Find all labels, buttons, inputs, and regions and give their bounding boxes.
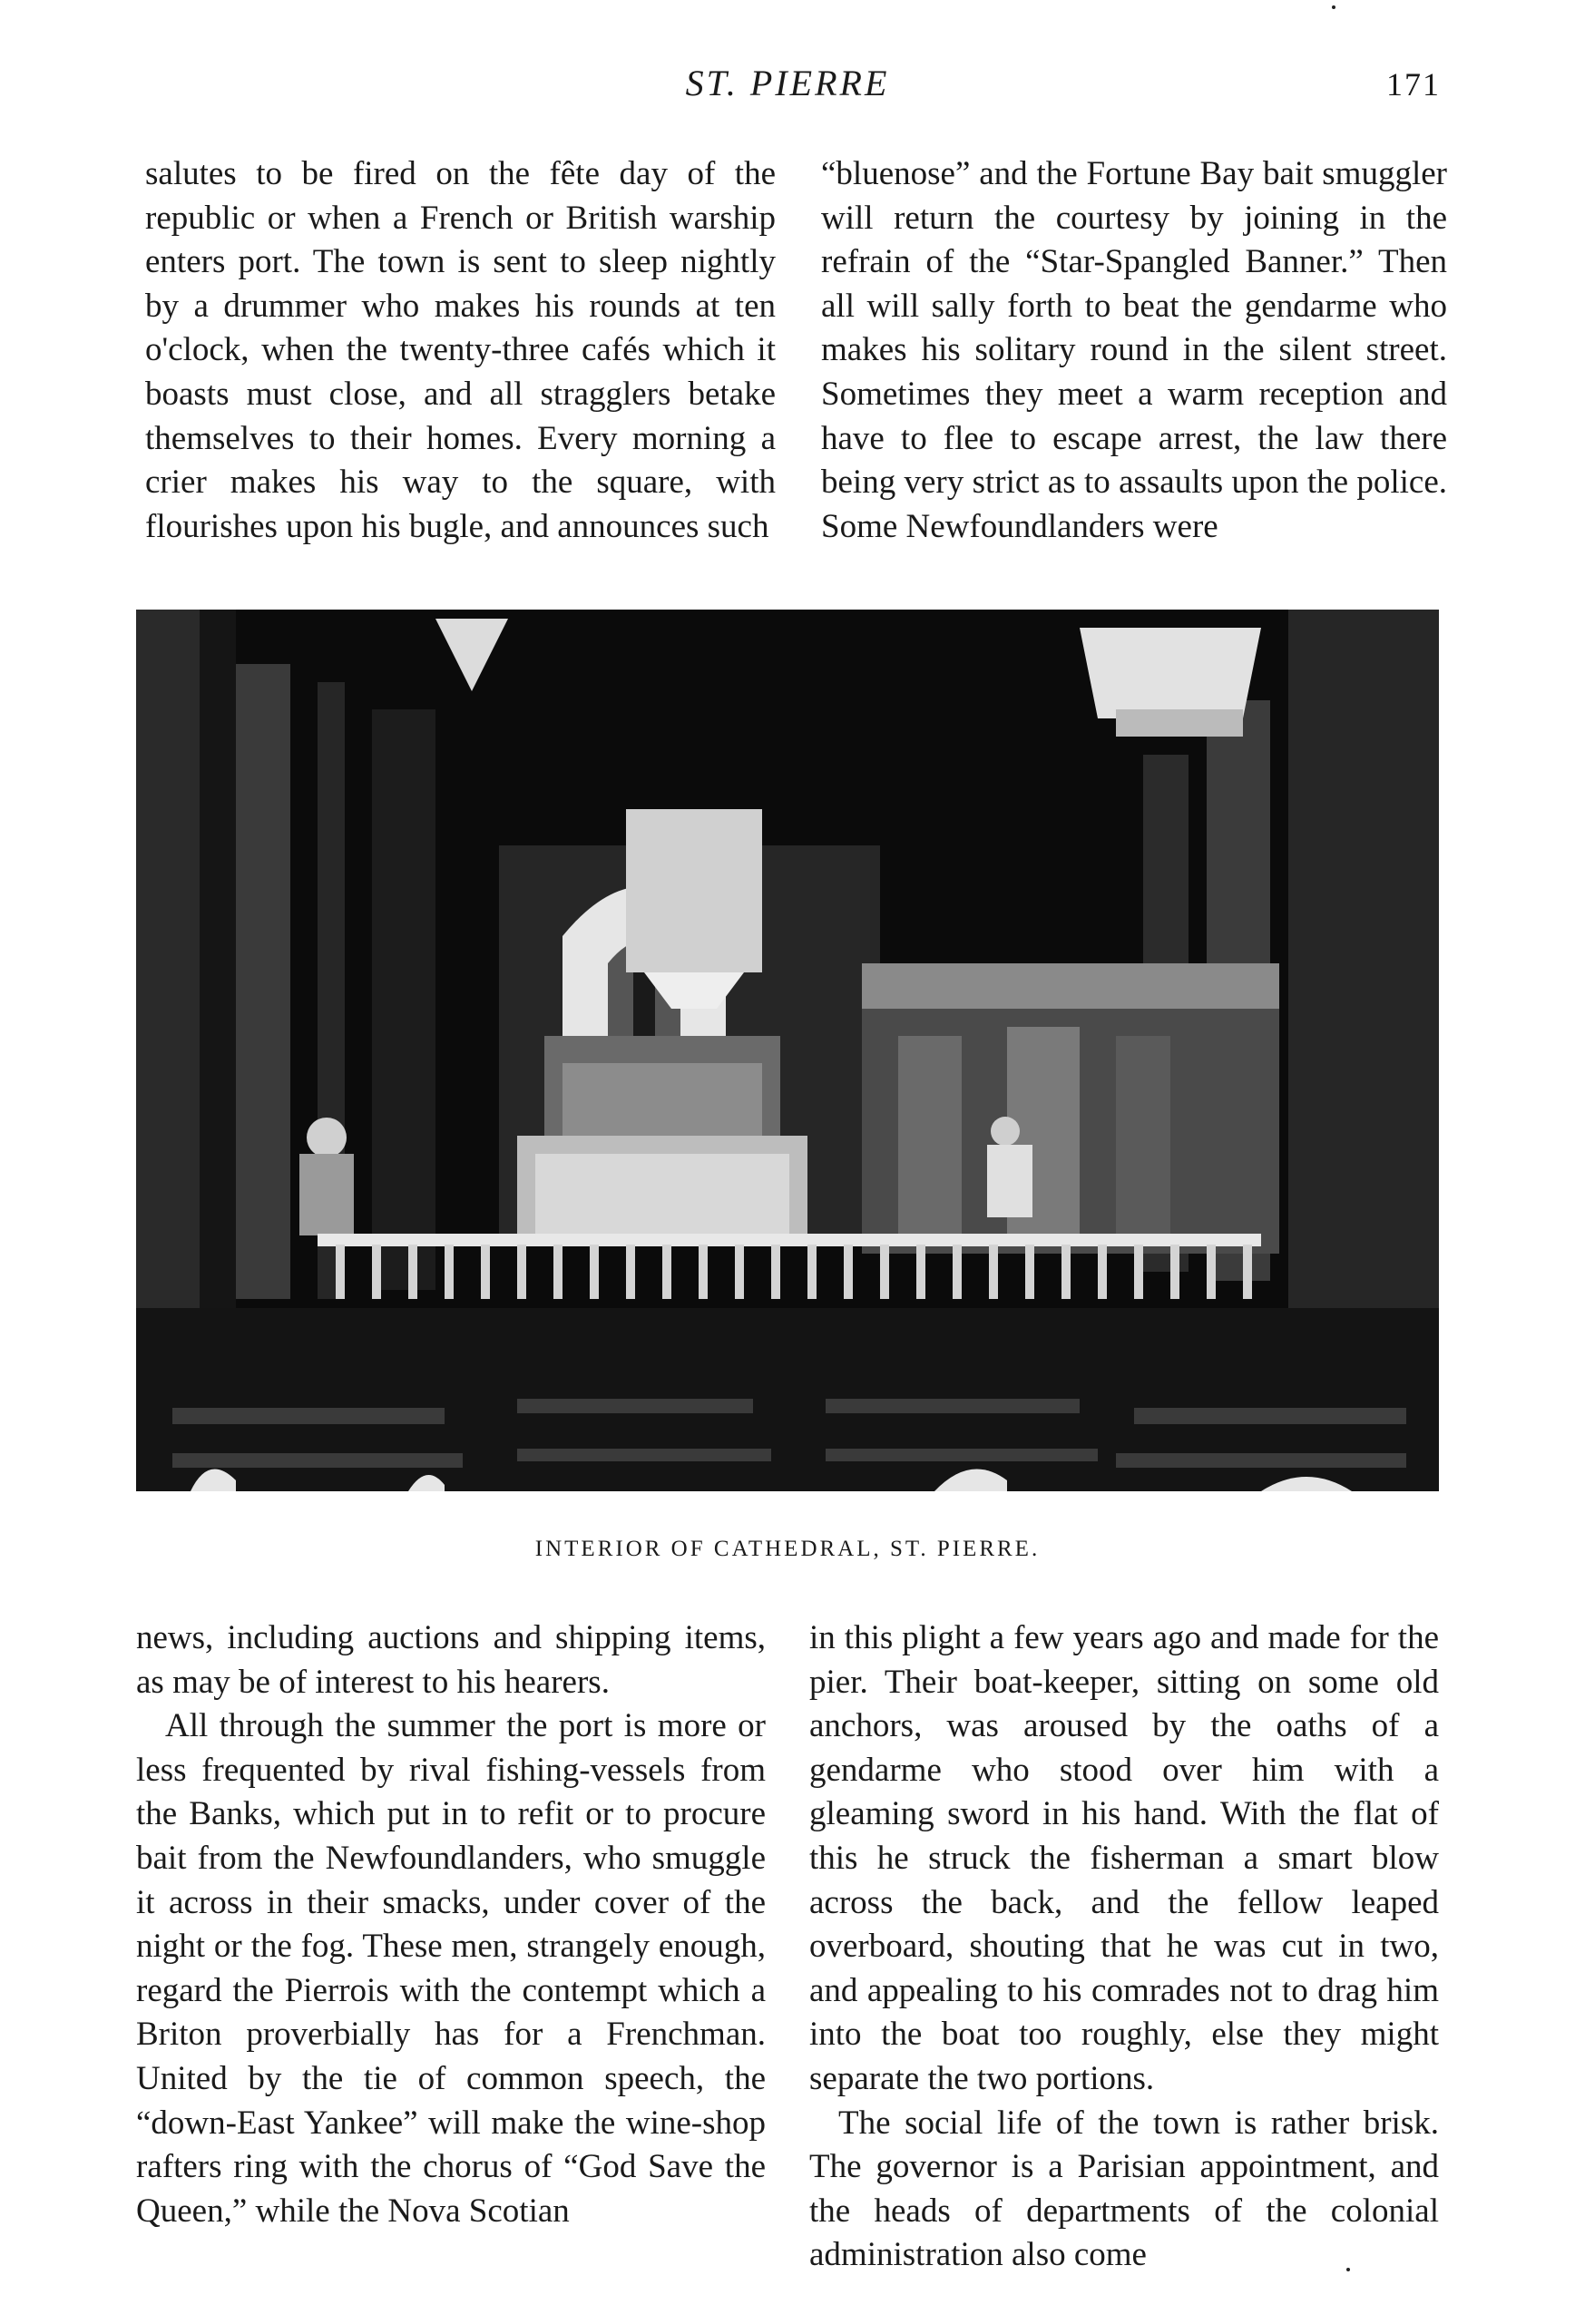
running-title: ST. PIERRE bbox=[685, 63, 890, 103]
scan-speck bbox=[1332, 5, 1335, 9]
top-right-column bbox=[821, 152, 1447, 549]
paragraph: All through the summer the port is more or less frequented by rival fishing-vessels from the Banks, which put in to refit or to procure bait from the Newfoundlanders, who smuggle it across in their smacks, under cover of the night or the fog. These men, strangely enough, regard the Pierrois with the contempt which a Briton proverbially has for a Frenchman. United by the tie of common speech, the “down-East Yankee” will make the wine-shop rafters ring with the chorus of “God Save the Queen,” while the Nova Scotian bbox=[136, 1707, 766, 2230]
top-left-column bbox=[145, 152, 776, 549]
paragraph: The social life of the town is rather brisk. The governor is a Parisian appointment, and the heads of departments of the colonial administration also come bbox=[809, 2104, 1439, 2274]
bottom-right-column bbox=[809, 1616, 1439, 2278]
page-number: 171 bbox=[1386, 66, 1441, 103]
paragraph: “bluenose” and the Fortune Bay bait smuggler will return the courtesy by joining in the refrain of the “Star-Spangled Banner.” Then all will sally forth to beat the gendarme who makes his solitary round in the silent street. Sometimes they meet a warm reception and have to flee to escape arrest, the law there being very strict as to assaults upon the police. Some Newfoundlanders were bbox=[821, 155, 1447, 545]
figure-caption: INTERIOR OF CATHEDRAL, ST. PIERRE. bbox=[534, 1537, 1041, 1561]
cathedral-interior-illustration bbox=[136, 610, 1439, 1491]
paragraph: news, including auctions and shipping items, as may be of interest to his hearers. bbox=[136, 1619, 766, 1701]
scan-speck bbox=[1346, 2268, 1350, 2271]
cathedral-photograph bbox=[136, 610, 1439, 1491]
paragraph: salutes to be fired on the fête day of the republic or when a French or British warship enters port. The town is sent to sleep nightly by a drummer who makes his rounds at ten o'clock, when the twenty-three cafés which it boasts must close, and all stragglers betake themselves to their homes. Every morning a crier makes his way to the square, with flourishes upon his bugle, and announces such bbox=[145, 155, 776, 545]
bottom-left-column bbox=[136, 1616, 766, 2233]
running-head bbox=[0, 62, 1575, 116]
paragraph: in this plight a few years ago and made for the pier. Their boat-keeper, sitting on some old anchors, was aroused by the oaths of a gendarme who stood over him with a gleaming sword in his hand. With the flat of this he struck the fisherman a smart blow across the back, and the fellow leaped overboard, shouting that he was cut in two, and appealing to his comrades not to drag him into the boat too roughly, else they might separate the two portions. bbox=[809, 1619, 1439, 2097]
